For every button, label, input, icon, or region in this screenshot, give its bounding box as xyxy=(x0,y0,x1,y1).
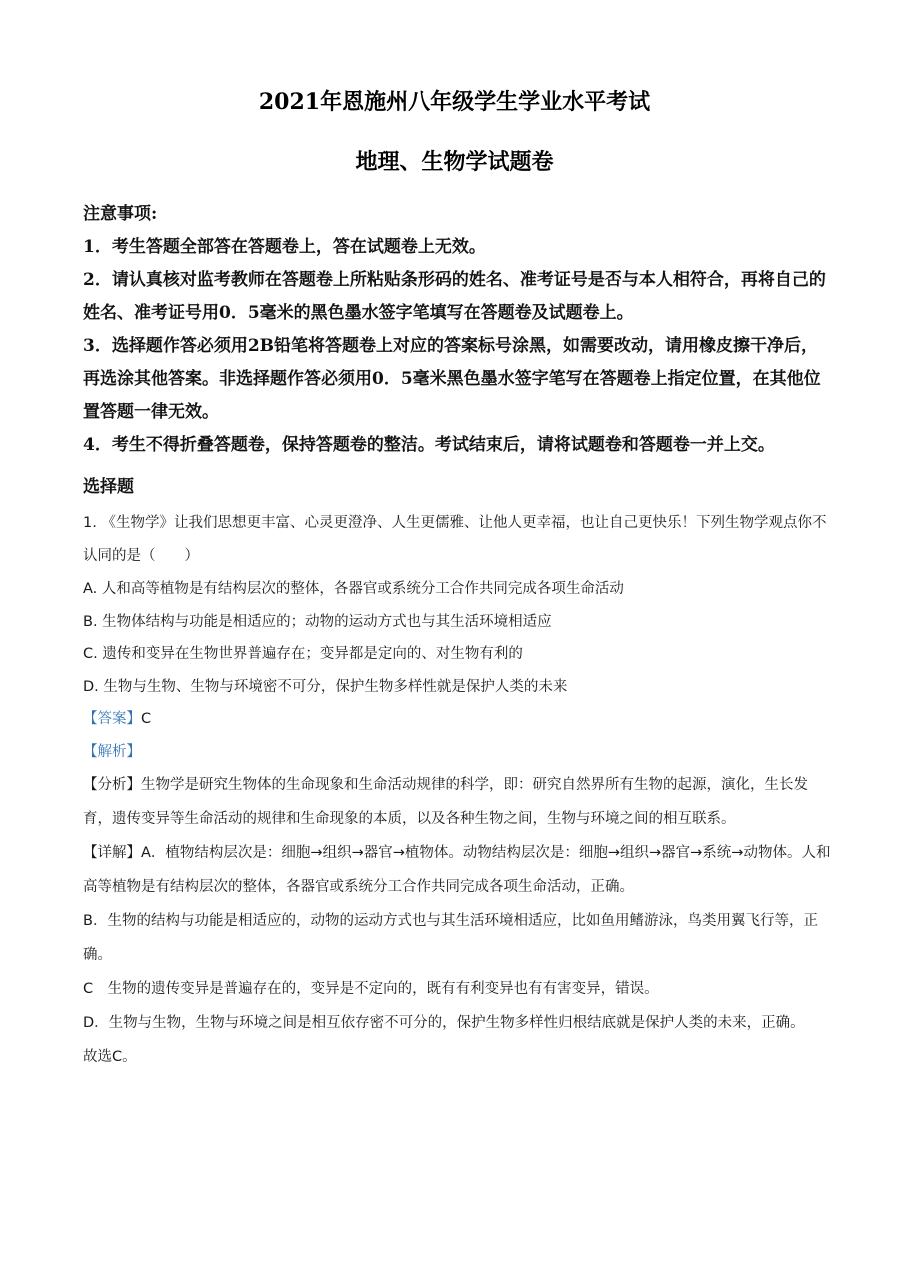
notice-block xyxy=(83,198,831,462)
notice-item: 4．考生不得折叠答题卷，保持答题卷的整洁。考试结束后，请将试题卷和答题卷一并上交。 xyxy=(83,435,775,455)
answer-label: 【答案】 xyxy=(83,711,141,727)
notice-heading: 注意事项: xyxy=(83,204,158,224)
option-b: B. 生物体结构与功能是相适应的；动物的运动方式也与其生活环境相适应 xyxy=(83,613,552,630)
question-stem: 1. 《生物学》让我们思想更丰富、心灵更澄净、人生更儒雅、让他人更幸福，也让自己更快乐！下列生物学观点你不认同的是（ ） xyxy=(83,515,827,564)
option-d: D. 生物与生物、生物与环境密不可分，保护生物多样性就是保护人类的未来 xyxy=(83,678,568,695)
notice-item: 3．选择题作答必须用2B铅笔将答题卷上对应的答案标号涂黑，如需要改动，请用橡皮擦干净后，再选涂其他答案。非选择题作答必须用0．5毫米黑色墨水签字笔写在答题卷上指定位置，在其他位置答题一律无效。 xyxy=(83,336,821,422)
answer-value: C xyxy=(141,711,152,727)
notice-item: 2．请认真核对监考教师在答题卷上所粘贴条形码的姓名、准考证号是否与本人相符合，再将自己的姓名、准考证号用0．5毫米的黑色墨水签字笔填写在答题卷及试题卷上。 xyxy=(83,270,826,323)
option-c: C. 遗传和变异在生物世界普遍存在；变异都是定向的、对生物有利的 xyxy=(83,646,523,662)
section-heading: 选择题 xyxy=(83,477,134,497)
analysis-detail-c: C 生物的遗传变异是普遍存在的，变异是不定向的，既有有利变异也有有害变异，错误。 xyxy=(83,981,659,997)
analysis-overview: 【分析】生物学是研究生物体的生命现象和生命活动规律的科学，即：研究自然界所有生物的起源，演化，生长发育，遗传变异等生命活动的规律和生命现象的本质，以及各种生物之间，生物与环境之间的相互联系。 xyxy=(83,777,808,827)
exam-subtitle: 地理、生物学试题卷 xyxy=(355,149,554,175)
notice-item: 1．考生答题全部答在答题卷上，答在试题卷上无效。 xyxy=(83,237,486,257)
analysis-label: 【解析】 xyxy=(83,743,141,760)
exam-title: 2021年恩施州八年级学生学业水平考试 xyxy=(258,89,651,115)
option-a: A. 人和高等植物是有结构层次的整体，各器官或系统分工合作共同完成各项生命活动 xyxy=(83,581,624,597)
answer-line xyxy=(83,703,835,736)
analysis-detail-b: B．生物的结构与功能是相适应的，动物的运动方式也与其生活环境相适应，比如鱼用鳍游泳，鸟类用翼飞行等，正确。 xyxy=(83,913,818,963)
analysis-detail-d: D．生物与生物，生物与环境之间是相互依存密不可分的，保护生物多样性归根结底就是保护人类的未来，正确。 xyxy=(83,1015,805,1031)
question-1 xyxy=(83,507,835,1074)
analysis-detail-a: 【详解】A．植物结构层次是：细胞→组织→器官→植物体。动物结构层次是：细胞→组织→器官→系统→动物体。人和高等植物是有结构层次的整体，各器官或系统分工合作共同完成各项生命活动，正确。 xyxy=(83,845,831,895)
analysis-conclusion: 故选C。 xyxy=(83,1049,137,1065)
